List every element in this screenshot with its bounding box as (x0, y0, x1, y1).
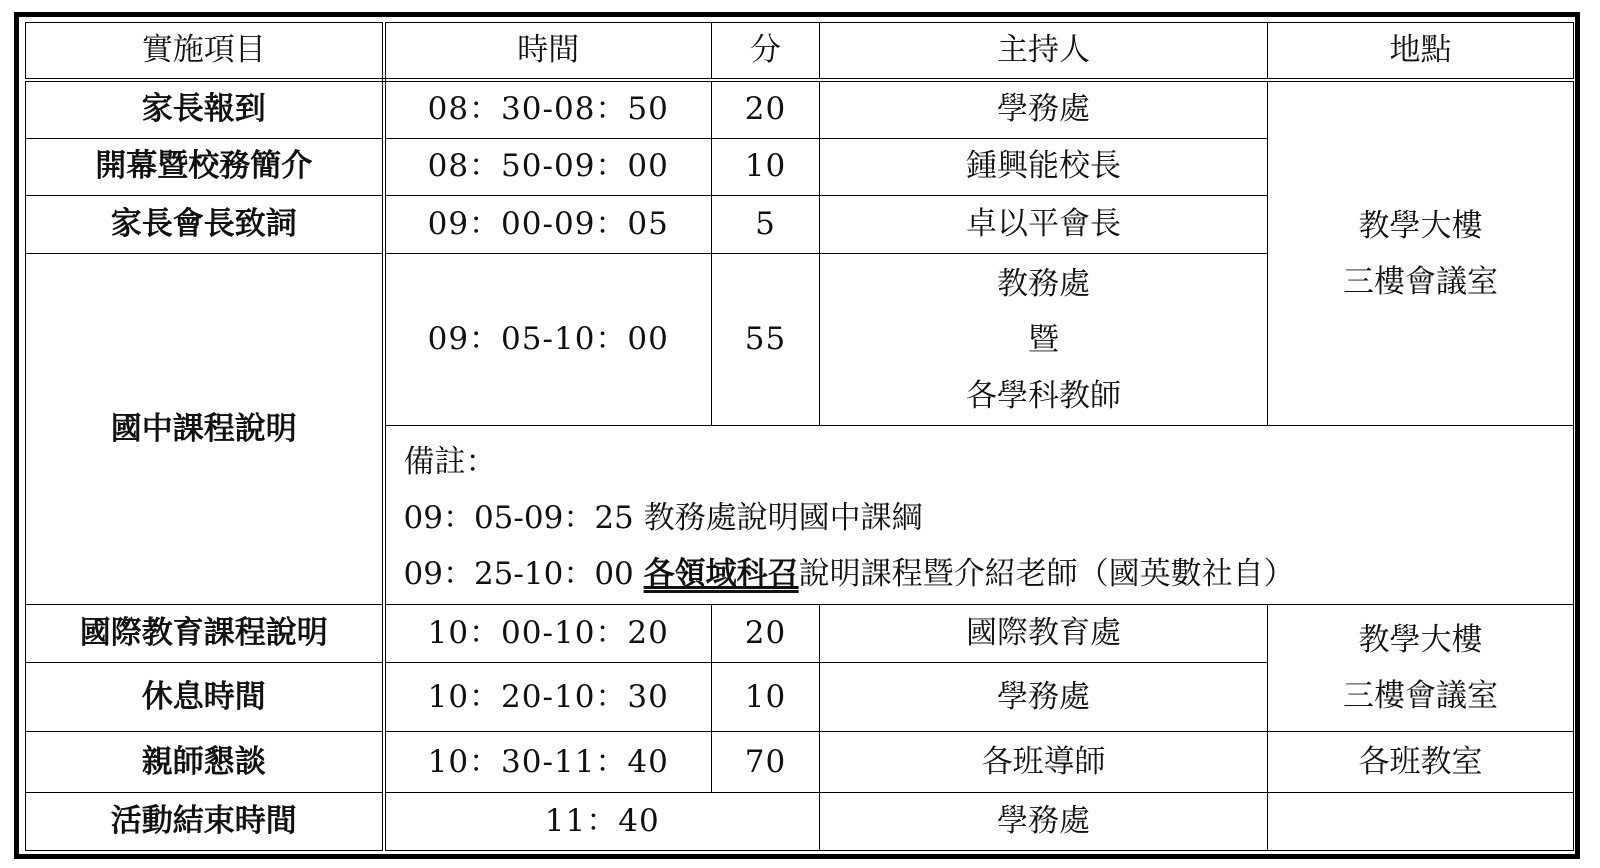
note-label: 備註： (403, 443, 497, 480)
note-line-2-time: 09：25-10：00 (403, 555, 634, 592)
location-cell (1268, 80, 1574, 425)
host-cell: 國際教育處 (820, 605, 1268, 663)
note-cell (384, 425, 1574, 605)
host-cell: 學務處 (820, 80, 1268, 138)
location-cell: 各班教室 (1268, 732, 1574, 793)
time-cell: 10：20-10：30 (384, 663, 712, 732)
table-row (26, 732, 1574, 793)
time-cell: 10：30-11：40 (384, 732, 712, 793)
note-line-2-rest: 說明課程暨介紹老師（國英數社自） (798, 555, 1295, 592)
schedule-table (25, 22, 1574, 851)
location-line: 教學大樓 (1358, 207, 1483, 244)
host-cell: 學務處 (820, 663, 1268, 732)
item-cell: 國中課程說明 (26, 254, 384, 605)
time-cell: 08：50-09：00 (384, 138, 712, 196)
item-cell: 親師懇談 (26, 732, 384, 793)
header-row (26, 23, 1574, 81)
host-line: 教務處 (997, 265, 1090, 302)
location-cell (1268, 605, 1574, 732)
host-cell: 卓以平會長 (820, 196, 1268, 254)
header-time: 時間 (384, 23, 712, 81)
note-line-1: 09：05-09：25 教務處說明國中課綱 (403, 499, 923, 536)
minutes-cell: 20 (712, 80, 820, 138)
time-cell: 10：00-10：20 (384, 605, 712, 663)
host-cell: 學務處 (820, 793, 1268, 851)
header-item: 實施項目 (26, 23, 384, 81)
header-minutes: 分 (712, 23, 820, 81)
minutes-cell: 10 (712, 663, 820, 732)
minutes-cell: 20 (712, 605, 820, 663)
item-cell: 家長報到 (26, 80, 384, 138)
location-cell (1268, 793, 1574, 851)
item-cell: 休息時間 (26, 663, 384, 732)
time-cell: 09：05-10：00 (384, 254, 712, 425)
location-line: 三樓會議室 (1343, 678, 1498, 715)
item-cell: 開幕暨校務簡介 (26, 138, 384, 196)
host-line: 各學科教師 (966, 377, 1121, 414)
header-location: 地點 (1268, 23, 1574, 81)
host-cell (820, 254, 1268, 425)
time-cell: 08：30-08：50 (384, 80, 712, 138)
table-row (26, 80, 1574, 138)
item-cell: 家長會長致詞 (26, 196, 384, 254)
minutes-cell: 70 (712, 732, 820, 793)
location-line: 三樓會議室 (1343, 263, 1498, 300)
host-cell: 各班導師 (820, 732, 1268, 793)
minutes-cell: 5 (712, 196, 820, 254)
time-cell: 11：40 (384, 793, 820, 851)
time-cell: 09：00-09：05 (384, 196, 712, 254)
note-line-2 (404, 546, 1574, 602)
minutes-cell: 10 (712, 138, 820, 196)
table-row (26, 605, 1574, 663)
location-line: 教學大樓 (1358, 622, 1483, 659)
note-emphasis: 各領域科召 (643, 555, 799, 592)
minutes-cell: 55 (712, 254, 820, 425)
header-host: 主持人 (820, 23, 1268, 81)
item-cell: 國際教育課程說明 (26, 605, 384, 663)
host-cell: 鍾興能校長 (820, 138, 1268, 196)
host-line: 暨 (1028, 321, 1059, 358)
table-row (26, 793, 1574, 851)
item-cell: 活動結束時間 (26, 793, 384, 851)
